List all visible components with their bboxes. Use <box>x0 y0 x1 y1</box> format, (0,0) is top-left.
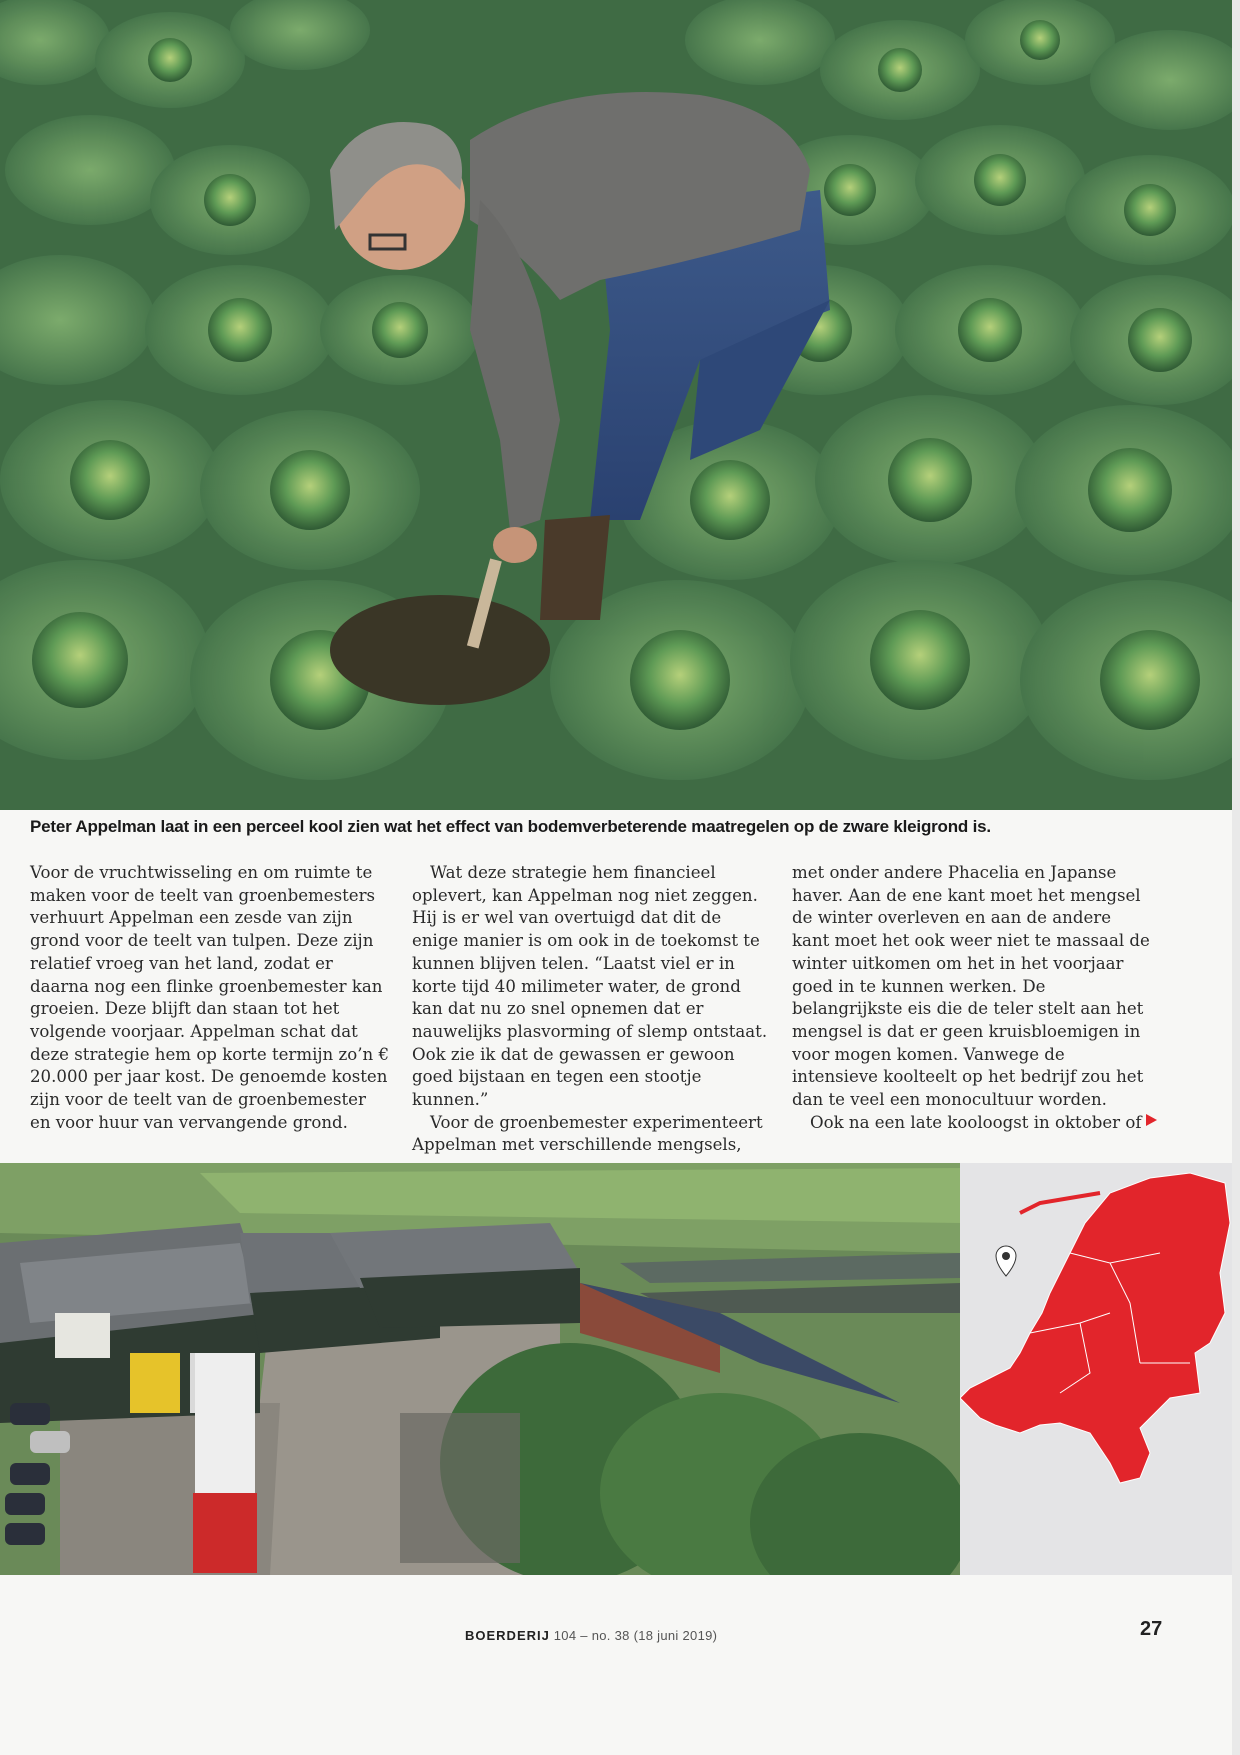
article-column-1 <box>30 862 390 1134</box>
paragraph: Voor de groenbemester experimenteert Appelman met verschillende mengsels, <box>412 1112 763 1155</box>
article-column-3 <box>792 862 1152 1134</box>
magazine-name: BOERDERIJ <box>465 1628 550 1643</box>
issue-info: 104 – no. 38 (18 juni 2019) <box>553 1628 718 1643</box>
location-pin-icon <box>996 1246 1016 1276</box>
photo-caption: Peter Appelman laat in een perceel kool zien wat het effect van bodemverbeterende maatregelen op de zware kleigrond is. <box>30 817 991 836</box>
triangle-right-icon <box>1146 1114 1157 1126</box>
cabbage-field-photo <box>0 0 1232 810</box>
page-number: 27 <box>1140 1618 1163 1640</box>
paragraph: Ook na een late kooloogst in oktober of <box>810 1112 1142 1132</box>
article-column-2 <box>412 862 772 1157</box>
paragraph: met onder andere Phacelia en Japanse haver. Aan de ene kant moet het mengsel de winter overleven en aan de andere kant moet het ook weer niet te massaal de winter uitkomen om het in het voorjaar goed in te kunnen werken. De belangrijkste eis die de teler stelt aan het mengsel is dat er geen kruisbloemigen in voor mogen komen. Vanwege de intensieve koolteelt op het bedrijf zou het dan te veel een monocultuur worden. <box>792 863 1150 1110</box>
page-footer <box>465 1628 717 1643</box>
paragraph: Voor de vruchtwisseling en om ruimte te maken voor de teelt van groenbemesters verhuurt Appelman een zesde van zijn grond voor de teelt van tulpen. Deze zijn relatief vroeg van het land, zodat er daarna nog een flinke groenbemester kan groeien. Deze blijft dan staan tot het volgende voorjaar. Appelman schat dat deze strategie hem op korte termijn zo’n € 20.000 per jaar kost. De genoemde kosten zijn voor de teelt van de groenbemester en voor huur van vervangende grond. <box>30 863 390 1132</box>
page-edge <box>1232 0 1240 1755</box>
aerial-farm-photo <box>0 1163 960 1575</box>
location-map <box>960 1163 1232 1575</box>
paragraph: Wat deze strategie hem financieel oplevert, kan Appelman nog niet zeggen. Hij is er wel van overtuigd dat dit de enige manier is om ook in de toekomst te kunnen blijven telen. “Laatst viel er in korte tijd 40 milimeter water, de grond kan dat nu zo snel opnemen dat er nauwelijks plasvorming of slemp ontstaat. Ook zie ik dat de gewassen er gewoon goed bijstaan en tegen een stootje kunnen.” <box>412 863 768 1110</box>
